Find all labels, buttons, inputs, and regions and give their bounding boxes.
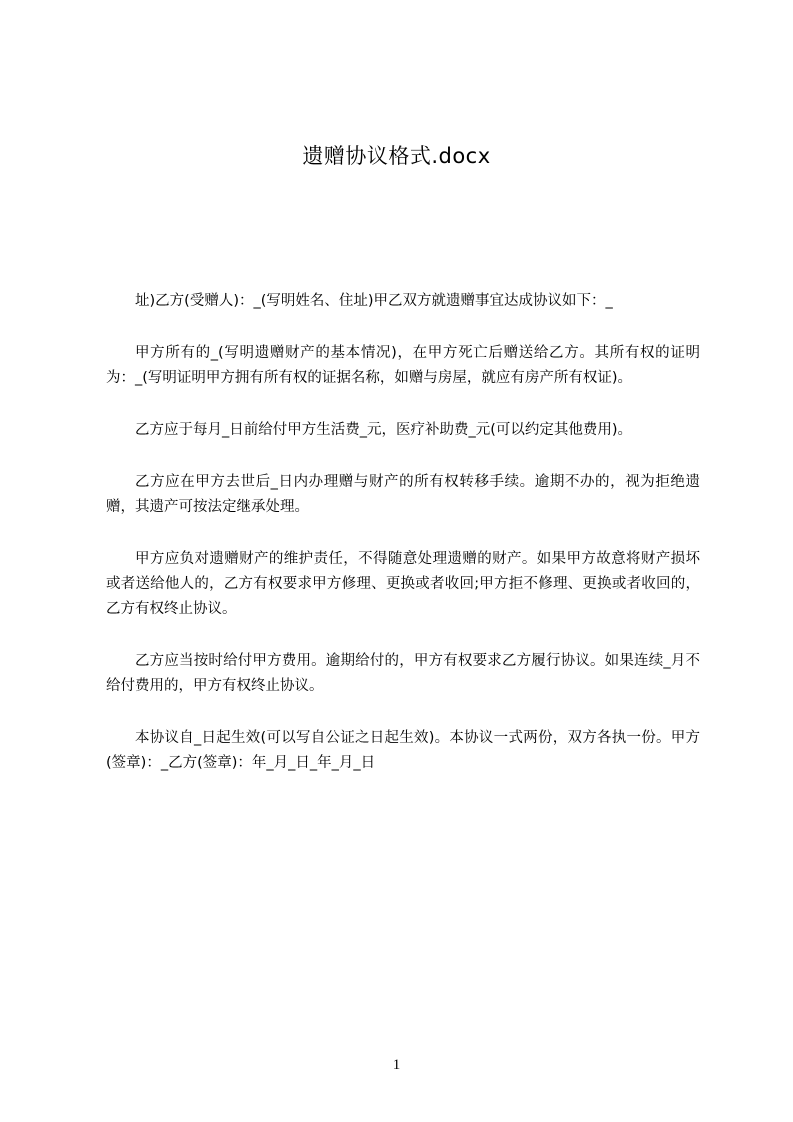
document-body bbox=[106, 289, 700, 776]
paragraph-6: 乙方应当按时给付甲方费用。逾期给付的，甲方有权要求乙方履行协议。如果连续_月不给付费用的，甲方有权终止协议。 bbox=[106, 653, 700, 694]
document-title: 遗赠协议格式.docx bbox=[302, 144, 491, 168]
paragraph-5: 甲方应负对遗赠财产的维护责任，不得随意处理遗赠的财产。如果甲方故意将财产损坏或者送给他人的，乙方有权要求甲方修理、更换或者收回;甲方拒不修理、更换或者收回的，乙方有权终止协议。 bbox=[106, 551, 700, 617]
paragraph-1: 址)乙方(受赠人)：_(写明姓名、住址)甲乙双方就遗赠事宜达成协议如下：_ bbox=[135, 293, 613, 309]
paragraph-2: 甲方所有的_(写明遗赠财产的基本情况)，在甲方死亡后赠送给乙方。其所有权的证明为：_(写明证明甲方拥有所有权的证据名称，如赠与房屋，就应有房产所有权证)。 bbox=[106, 345, 700, 386]
paragraph-4: 乙方应在甲方去世后_日内办理赠与财产的所有权转移手续。逾期不办的，视为拒绝遗赠，其遗产可按法定继承处理。 bbox=[106, 474, 700, 515]
page-number: 1 bbox=[392, 1057, 401, 1073]
paragraph-7: 本协议自_日起生效(可以写自公证之日起生效)。本协议一式两份，双方各执一份。甲方(签章)：_乙方(签章)：年_月_日_年_月_日 bbox=[106, 730, 700, 771]
paragraph-3: 乙方应于每月_日前给付甲方生活费_元，医疗补助费_元(可以约定其他费用)。 bbox=[135, 422, 633, 438]
